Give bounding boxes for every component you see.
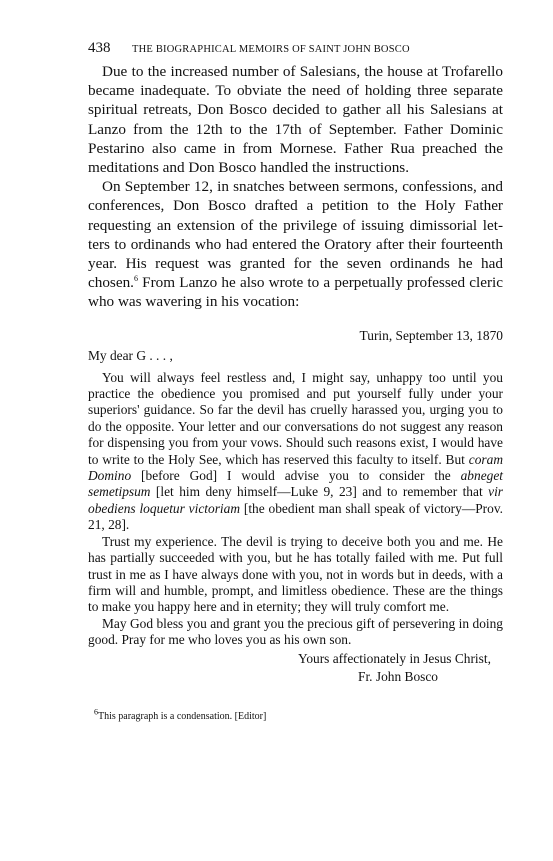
letter-signature: Fr. John Bosco: [358, 668, 438, 684]
letter-paragraph-2: Trust my experience. The devil is trying to deceive both you and me. He has partially succeeded with you, but he has totally failed with me. Put full trust in me as I have always done with you, not in words but in deeds, with a firm will and humble, prompt, and limitless obedience. These are the things to make you happy here and in eternity; they will truly comfort me.: [88, 533, 503, 615]
letter-p1-part-b: [before God] I would advise you to consider the: [131, 468, 461, 484]
body-paragraph-1: Due to the increased number of Salesians, the house at Trofarello became inadequate. To obviate the need of holding three separate spiritual retreats, Don Bosco decided to gather all his Salesians at Lanzo from the 12th to the 17th of September. Father Dominic Pestarino also came in from Mornese. Father Rua preached the meditations and Don Bosco handled the instructions.: [88, 63, 503, 177]
body-paragraph-2-text: On September 12, in snatches between sermons, confessions, and conferences, Don Bosco drafted a petition to the Holy Father requesting an extension of the privilege of issuing dimissorial letters to ordinands who had entered the Oratory after their fourteenth year. His request was granted for the seven ordinands he had chosen.: [88, 178, 503, 292]
letter-salutation: My dear G . . . ,: [88, 347, 173, 363]
footnote: [88, 707, 503, 723]
letter-closing: Yours affectionately in Jesus Christ,: [298, 650, 491, 666]
running-head-title: THE BIOGRAPHICAL MEMOIRS OF SAINT JOHN BOSCO: [132, 44, 410, 55]
footnote-mark: 6: [94, 707, 98, 717]
letter-p1-part-a: You will always feel restless and, I might say, unhappy too until you practice the obedience you promised and put yourself fully under your superiors' guidance. So far the devil has cruelly harassed you, urging you to do the opposite. Your letter and our conversations do not suggest any reason for dispensing you from your vows. Should such reasons exist, I would have to write to the Holy See, which has reserved this faculty to itself. But: [88, 369, 503, 467]
latin-phrase-abneget: abneget semetipsum: [88, 468, 503, 500]
footnote-reference: 6: [133, 274, 138, 284]
running-head: [88, 40, 503, 62]
letter-paragraph-3: May God bless you and grant you the precious gift of persevering in doing good. Pray for me who loves you as his own son.: [88, 615, 503, 648]
footnote-text: This paragraph is a condensation. [Editor]: [98, 710, 267, 722]
latin-phrase-coram-domino: coram Domino: [88, 451, 503, 484]
page-number: 438: [88, 40, 111, 56]
book-page: [88, 40, 503, 723]
letter: [88, 328, 503, 685]
body-paragraph-2-tail: From Lanzo he also wrote to a perpetually professed cleric who was wavering in his vocation:: [88, 274, 503, 311]
latin-phrase-vir-obediens: vir obediens loquetur victoriam: [88, 484, 503, 516]
letter-p1-part-c: [let him deny himself—Luke 9, 23] and to remember that: [150, 484, 489, 500]
letter-p1-part-d: [the obedient man shall speak of victory—Prov. 21, 28].: [88, 500, 503, 533]
letter-dateline: Turin, September 13, 1870: [359, 327, 503, 343]
body-paragraph-2: [88, 177, 503, 311]
letter-paragraph-1: [88, 370, 503, 534]
